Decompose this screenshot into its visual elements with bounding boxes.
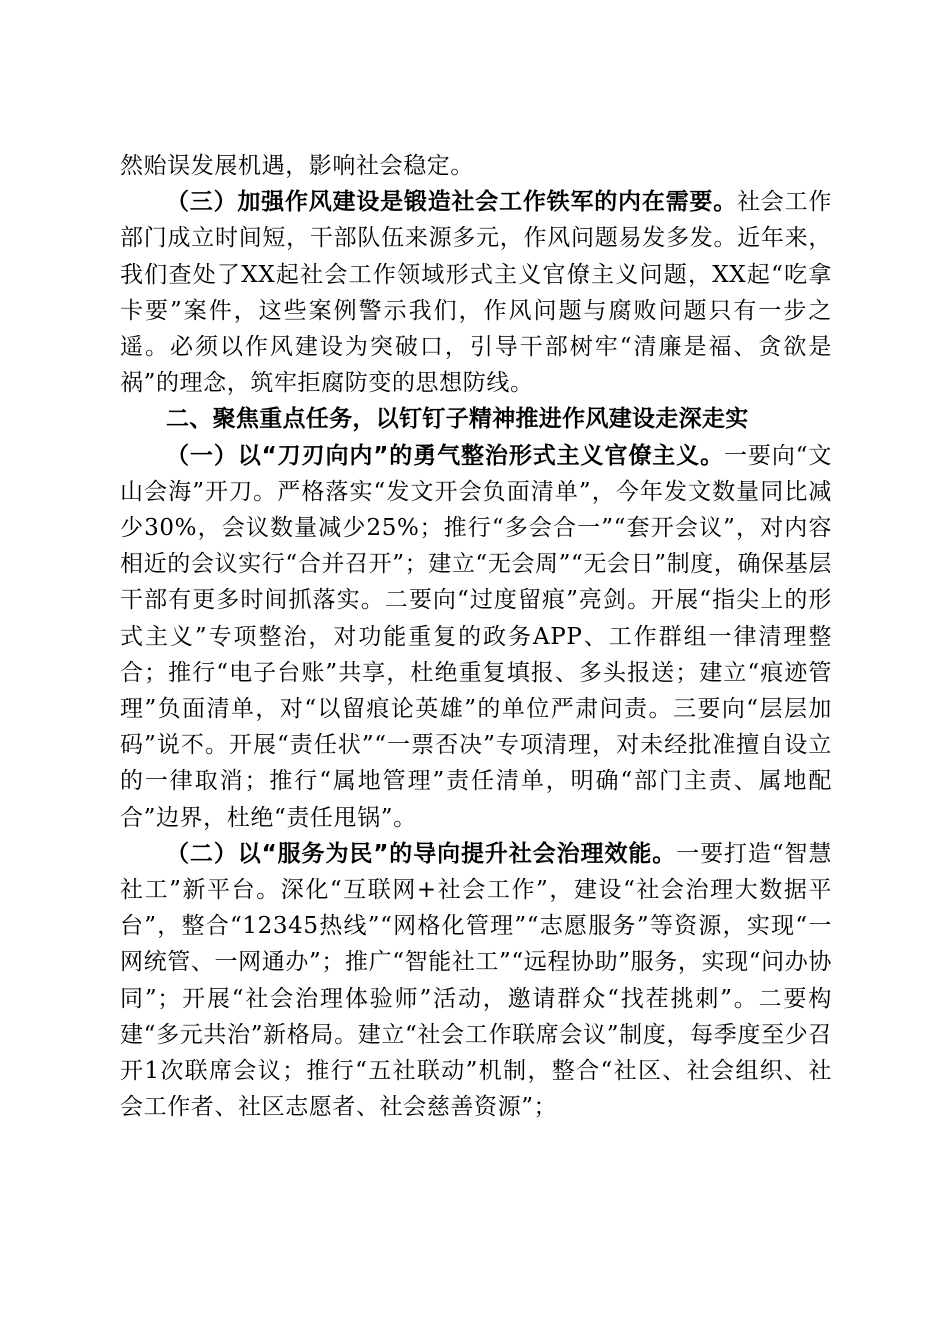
paragraph-text: 一要打造“智慧社工”新平台。深化“互联网+社会工作”，建设“社会治理大数据平台”，整合“12345热线”“网格化管理”“志愿服务”等资源，实现“一网统管、一网通办”；推广“智能社工”“远程协助”服务，实现“问办协同”；开展“社会治理体验师”活动，邀请群众“找茬挑刺”。二要构建“多元共治”新格局。建立“社会工作联席会议”制度，每季度至少召开1次联席会议；推行“五社联动”机制，整合“社区、社会组织、社会工作者、社区志愿者、社会慈善资源”； <box>120 840 832 1121</box>
paragraph-text: 一要向“文山会海”开刀。严格落实“发文开会负面清单”，今年发文数量同比减少30%，会议数量减少25%；推行“多会合一”“套开会议”，对内容相近的会议实行“合并召开”；建立“无会周”“无会日”制度，确保基层干部有更多时间抓落实。二要向“过度留痕”亮剑。开展“指尖上的形式主义”专项整治，对功能重复的政务APP、工作群组一律清理整合；推行“电子台账”共享，杜绝重复填报、多头报送；建立“痕迹管理”负面清单，对“以留痕论英雄”的单位严肃问责。三要向“层层加码”说不。开展“责任状”“一票否决”专项清理，对未经批准擅自设立的一律取消；推行“属地管理”责任清单，明确“部门主责、属地配合”边界，杜绝“责任甩锅”。 <box>120 442 832 831</box>
paragraph-continuation <box>120 148 832 184</box>
paragraph-governance <box>120 836 832 1126</box>
paragraph-lead: （三）加强作风建设是锻造社会工作铁军的内在需要。 <box>166 189 738 216</box>
section-heading: 二、聚焦重点任务，以钉钉子精神推进作风建设走深走实 <box>166 406 749 433</box>
document-body <box>120 148 832 1125</box>
paragraph-lead: （一）以“刀刃向内”的勇气整治形式主义官僚主义。 <box>166 442 724 469</box>
paragraph-lead: （二）以“服务为民”的导向提升社会治理效能。 <box>166 840 677 867</box>
paragraph-work-style-need <box>120 184 832 401</box>
paragraph-formalism <box>120 438 832 836</box>
paragraph-text: 然贻误发展机遇，影响社会稳定。 <box>120 153 474 179</box>
paragraph-text: 社会工作部门成立时间短，干部队伍来源多元，作风问题易发多发。近年来，我们查处了XX起社会工作领域形式主义官僚主义问题，XX起“吃拿卡要”案件，这些案例警示我们，作风问题与腐败问题只有一步之遥。必须以作风建设为突破口，引导干部树牢“清廉是福、贪欲是祸”的理念，筑牢拒腐防变的思想防线。 <box>120 189 832 397</box>
